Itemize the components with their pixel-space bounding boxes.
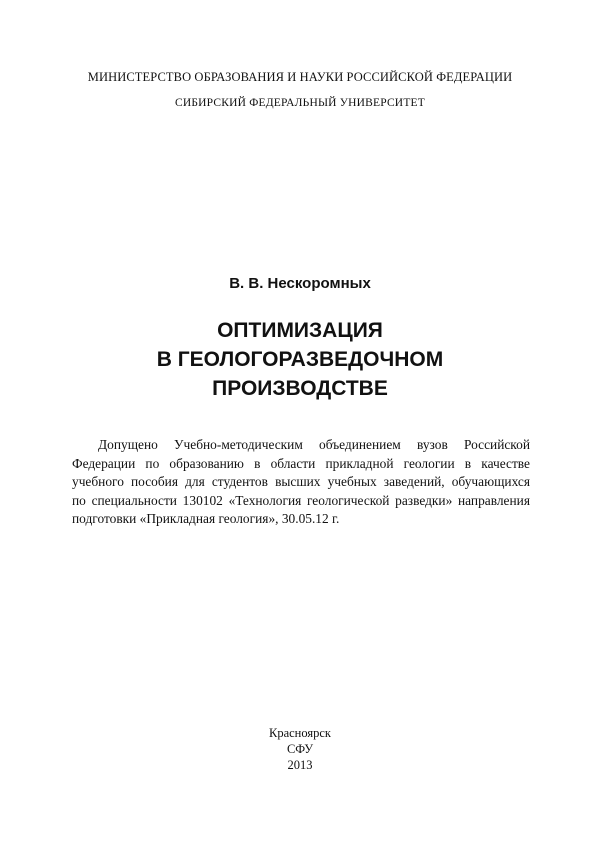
book-title xyxy=(0,316,600,403)
approval-line: Федерации по образованию в области прикладной геологии в качестве xyxy=(72,455,530,471)
imprint-publisher: СФУ xyxy=(286,742,314,756)
approval-statement xyxy=(72,436,530,529)
book-title-line: ОПТИМИЗАЦИЯ xyxy=(217,319,383,342)
imprint-city: Красноярск xyxy=(268,726,331,740)
university-name: СИБИРСКИЙ ФЕДЕРАЛЬНЫЙ УНИВЕРСИТЕТ xyxy=(174,97,425,109)
imprint-year: 2013 xyxy=(287,758,313,772)
author-name: В. В. Нескоромных xyxy=(229,275,371,292)
approval-line: подготовки «Прикладная геология», 30.05.12 г. xyxy=(72,511,340,527)
imprint xyxy=(0,725,600,773)
book-title-line: В ГЕОЛОГОРАЗВЕДОЧНОМ xyxy=(156,348,444,371)
ministry-name: МИНИСТЕРСТВО ОБРАЗОВАНИЯ И НАУКИ РОССИЙСКОЙ ФЕДЕРАЦИИ xyxy=(87,70,513,84)
book-title-line: ПРОИЗВОДСТВЕ xyxy=(212,377,388,400)
approval-line: по специальности 130102 «Технология геологической разведки» направления xyxy=(72,492,530,508)
approval-line: Допущено Учебно-методическим объединением вузов Российской xyxy=(98,437,530,452)
approval-line: учебного пособия для студентов высших учебных заведений, обучающихся xyxy=(72,474,530,490)
